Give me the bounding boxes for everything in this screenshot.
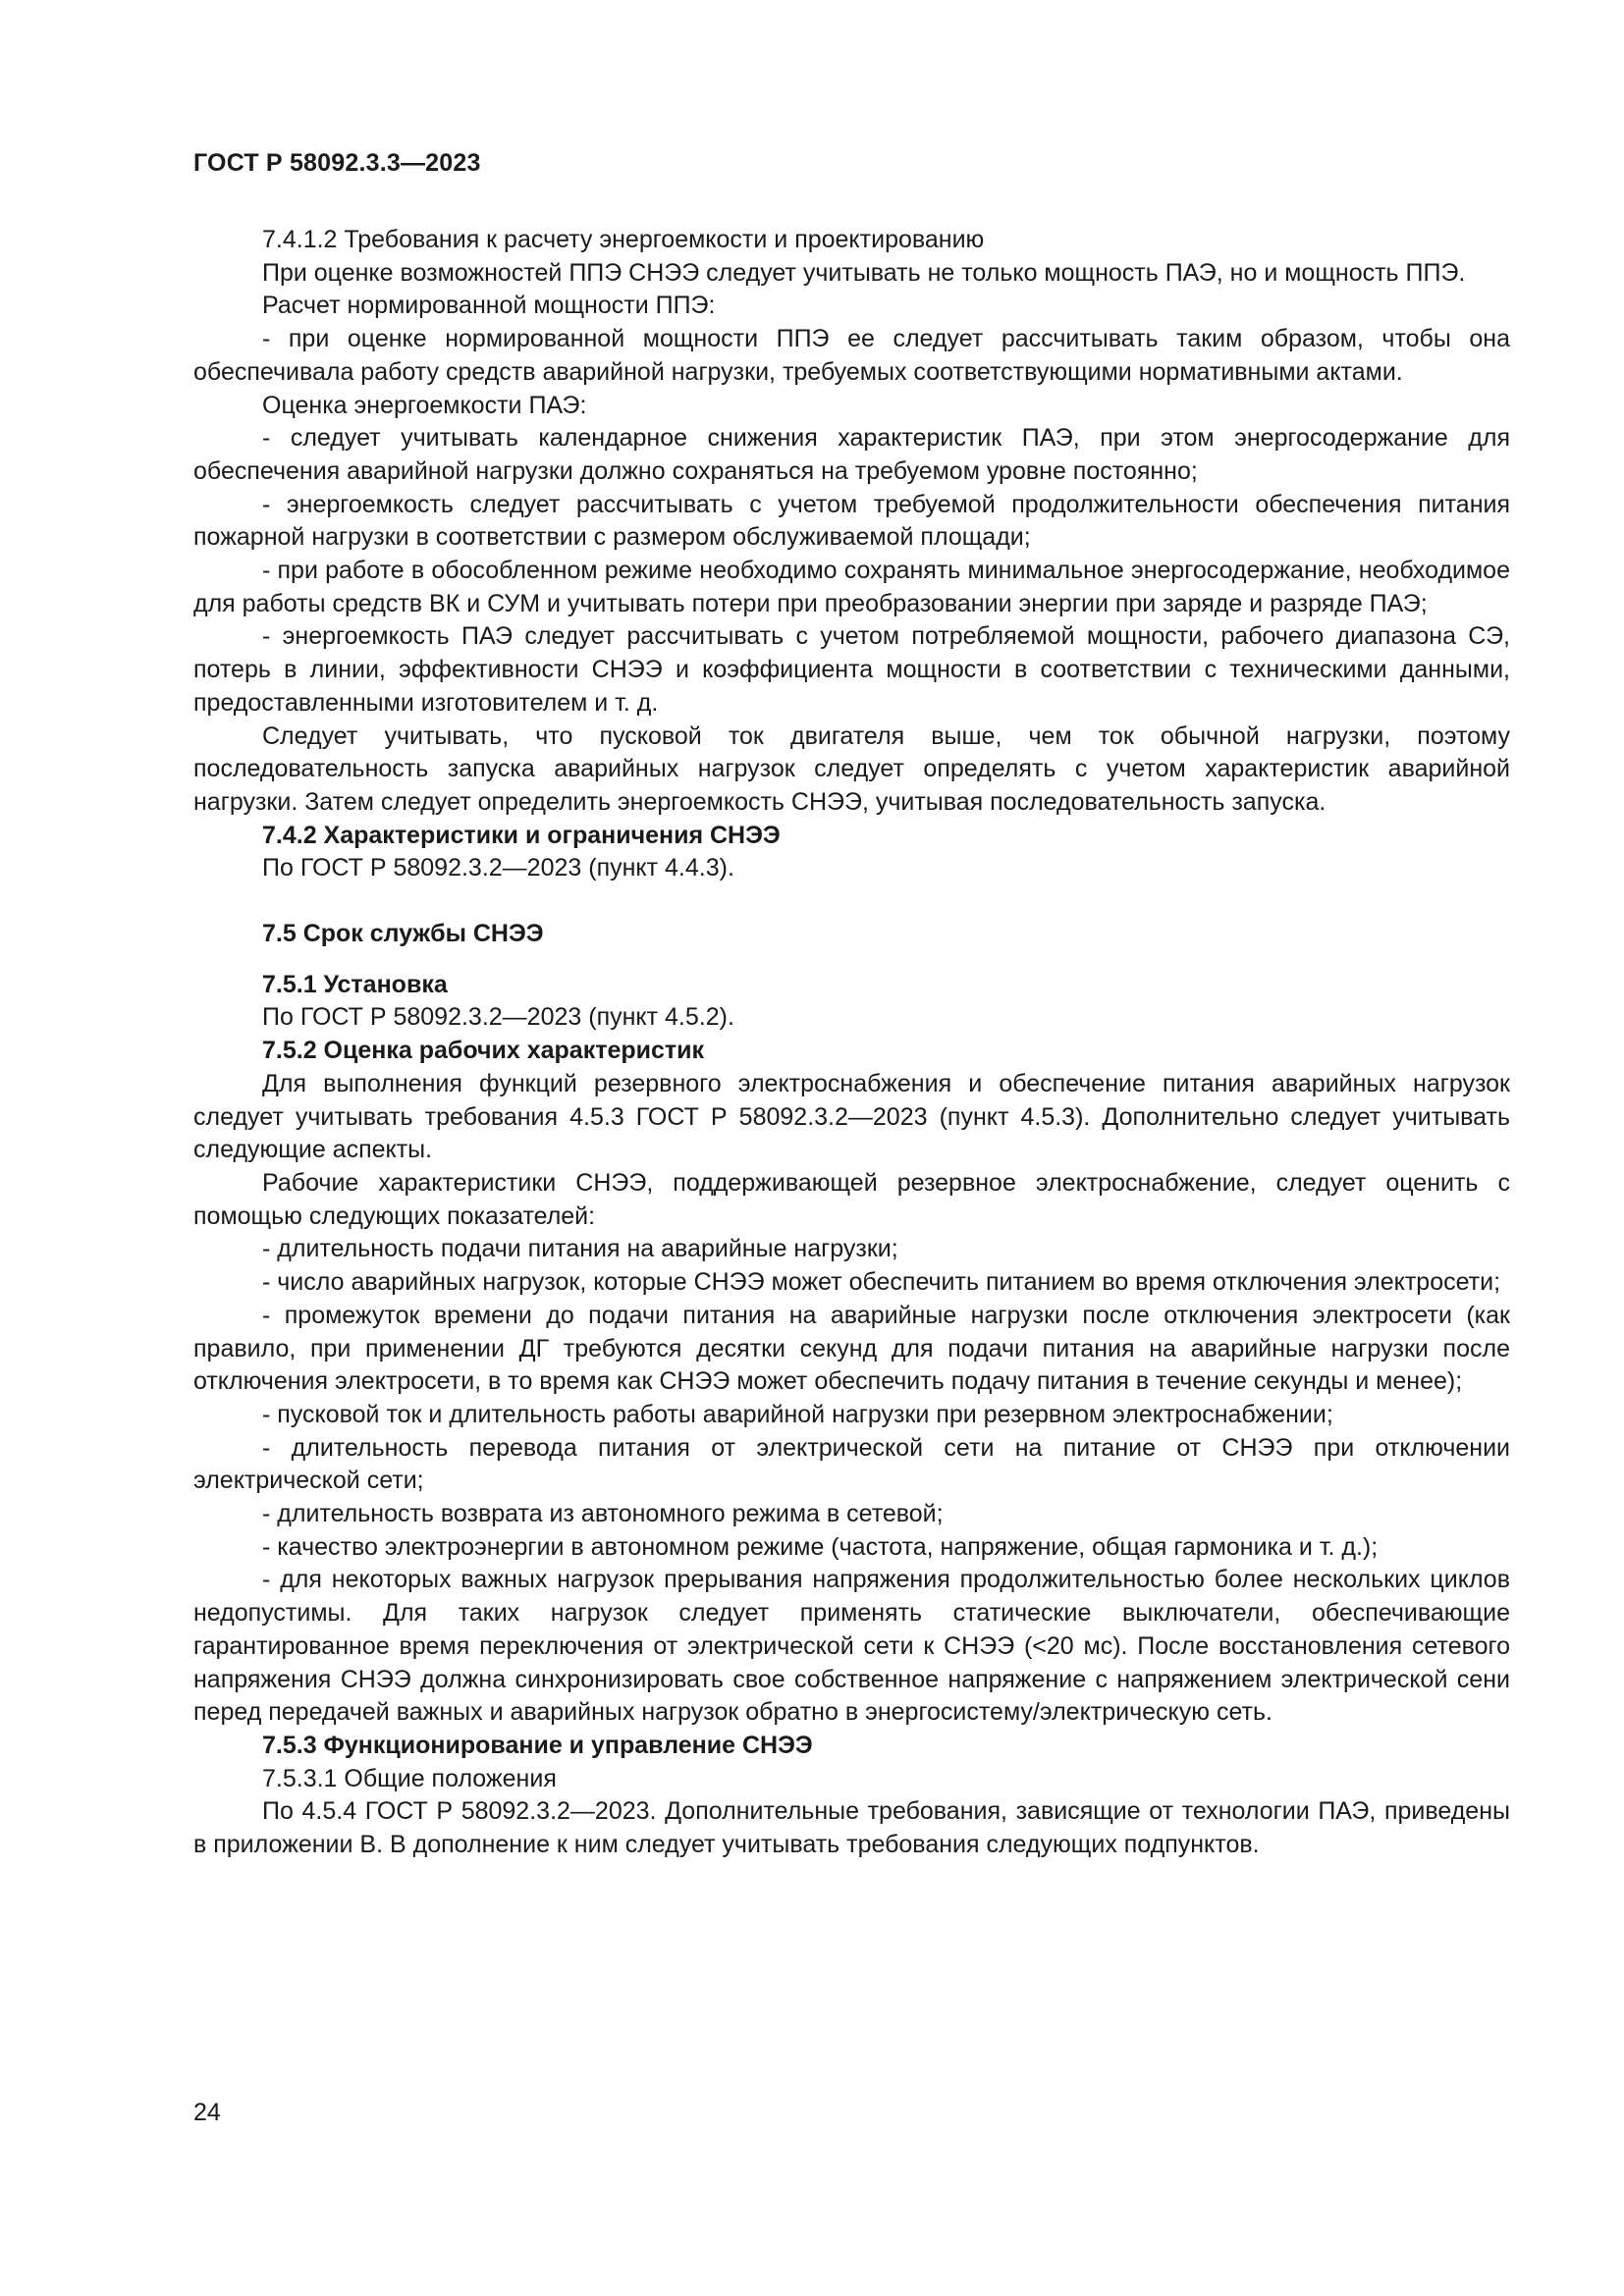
section-heading: 7.5.3 Функционирование и управление СНЭЭ bbox=[262, 1731, 813, 1759]
paragraph: Рабочие характеристики СНЭЭ, поддерживающей резервное электроснабжение, следует оценить с помощью следующих показателей: bbox=[193, 1168, 1510, 1230]
list-item: - промежуток времени до подачи питания на аварийные нагрузки после отключения электросети (как правило, при применении ДГ требуются десятки секунд для подачи питания на аварийные нагрузки после отключения электросети, в то время как СНЭЭ может обеспечить подачу питания в течение секунды и менее); bbox=[193, 1301, 1510, 1396]
section-heading: 7.5.1 Установка bbox=[262, 970, 448, 998]
list-item: - при работе в обособленном режиме необходимо сохранять минимальное энергосодержание, необходимое для работы средств ВК и СУМ и учитывать потери при преобразовании энергии при заряде и разряде ПАЭ; bbox=[193, 557, 1510, 617]
section-heading: 7.4.2 Характеристики и ограничения СНЭЭ bbox=[262, 821, 781, 849]
list-item: - число аварийных нагрузок, которые СНЭЭ может обеспечить питанием во время отключения электросети; bbox=[262, 1268, 1501, 1297]
list-item: - энергоемкость следует рассчитывать с учетом требуемой продолжительности обеспечения питания пожарной нагрузки в соответствии с размером обслуживаемой площади; bbox=[193, 490, 1510, 552]
list-item: - пусковой ток и длительность работы аварийной нагрузки при резервном электроснабжении; bbox=[262, 1400, 1333, 1428]
list-item: - качество электроэнергии в автономном режиме (частота, напряжение, общая гармоника и т. д.); bbox=[262, 1532, 1379, 1561]
paragraph: Следует учитывать, что пусковой ток двигателя выше, чем ток обычной нагрузки, поэтому последовательность запуска аварийных нагрузок следует определять с учетом характеристик аварийной нагрузки. Затем следует определить энергоемкость СНЭЭ, учитывая последовательность запуска. bbox=[193, 721, 1510, 816]
paragraph: Для выполнения функций резервного электроснабжения и обеспечение питания аварийных нагрузок следует учитывать требования 4.5.3 ГОСТ Р 58092.3.2—2023 (пункт 4.5.3). Дополнительно следует учитывать следующие аспекты. bbox=[193, 1069, 1510, 1164]
paragraph: По ГОСТ Р 58092.3.2—2023 (пункт 4.4.3). bbox=[262, 854, 734, 882]
page-number: 24 bbox=[193, 2099, 221, 2126]
paragraph: Расчет нормированной мощности ППЭ: bbox=[262, 292, 716, 320]
subclause-title: 7.4.1.2 Требования к расчету энергоемкости и проектированию bbox=[262, 226, 985, 253]
section-heading: 7.5 Срок службы СНЭЭ bbox=[262, 920, 544, 948]
list-item: - длительность перевода питания от электрической сети на питание от СНЭЭ при отключении электрической сети; bbox=[193, 1433, 1510, 1495]
paragraph: При оценке возможностей ППЭ СНЭЭ следует учитывать не только мощность ПАЭ, но и мощность ППЭ. bbox=[262, 258, 1466, 287]
list-item: - при оценке нормированной мощности ППЭ ее следует рассчитывать таким образом, чтобы она обеспечивала работу средств аварийной нагрузки, требуемых соответствующими нормативными актами. bbox=[193, 325, 1510, 386]
list-item: - длительность подачи питания на аварийные нагрузки; bbox=[262, 1235, 898, 1263]
paragraph: По ГОСТ Р 58092.3.2—2023 (пункт 4.5.2). bbox=[262, 1003, 734, 1032]
document-body bbox=[193, 224, 1510, 1862]
document-code-header: ГОСТ Р 58092.3.3—2023 bbox=[193, 149, 481, 177]
paragraph: По 4.5.4 ГОСТ Р 58092.3.2—2023. Дополнительные требования, зависящие от технологии ПАЭ, приведены в приложении В. В дополнение к ним следует учитывать требования следующих подпунктов. bbox=[193, 1797, 1510, 1859]
paragraph: Оценка энергоемкости ПАЭ: bbox=[262, 391, 587, 419]
subclause-title: 7.5.3.1 Общие положения bbox=[262, 1764, 557, 1792]
list-item: - следует учитывать календарное снижения характеристик ПАЭ, при этом энергосодержание для обеспечения аварийной нагрузки должно сохраняться на требуемом уровне постоянно; bbox=[193, 424, 1510, 485]
list-item: - длительность возврата из автономного режима в сетевой; bbox=[262, 1500, 944, 1528]
list-item: - для некоторых важных нагрузок прерывания напряжения продолжительностью более нескольких циклов недопустимы. Для таких нагрузок следует применять статические выключатели, обеспечивающие гарантированное время переключения от электрической сети к СНЭЭ (<20 мс). После восстановления сетевого напряжения СНЭЭ должна синхронизировать свое собственное напряжение с напряжением электрической сени перед передачей важных и аварийных нагрузок обратно в энергосистему/электрическую сеть. bbox=[193, 1566, 1510, 1727]
list-item: - энергоемкость ПАЭ следует рассчитывать с учетом потребляемой мощности, рабочего диапазона СЭ, потерь в линии, эффективности СНЭЭ и коэффициента мощности в соответствии с техническими данными, предоставленными изготовителем и т. д. bbox=[193, 622, 1510, 717]
section-heading: 7.5.2 Оценка рабочих характеристик bbox=[262, 1037, 705, 1065]
